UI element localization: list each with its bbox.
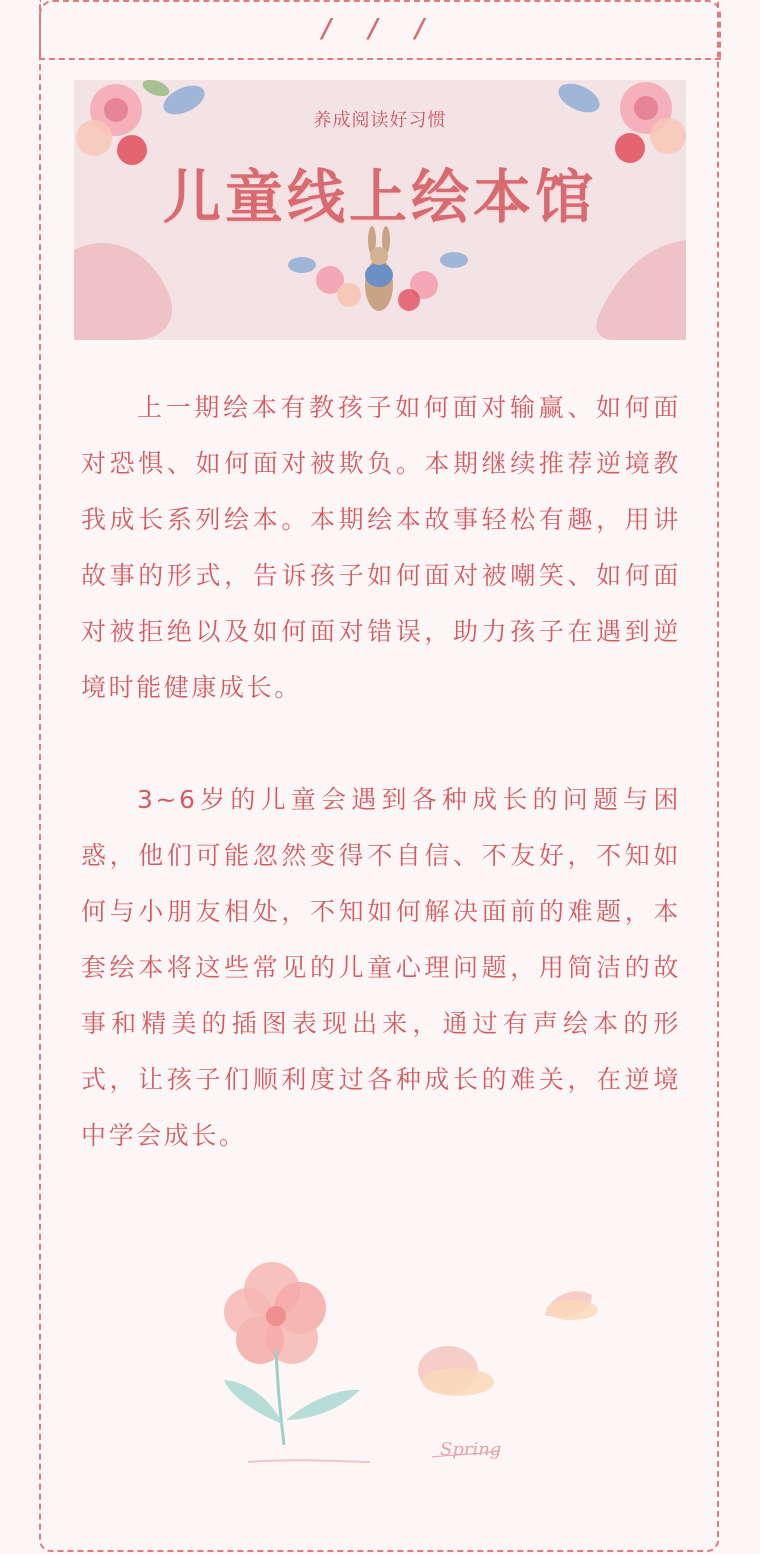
banner-subtitle: 养成阅读好习惯 [313,110,447,131]
banner-title: 儿童线上绘本馆 [162,163,597,231]
header-slashes: / / / [321,14,439,44]
signature-text: Spring [440,1439,502,1460]
article-paragraph-2: 3~6岁的儿童会遇到各种成长的问题与困惑，他们可能忽然变得不自信、不友好，不知如何与小朋友相处，不知如何解决面前的难题，本套绘本将这些常见的儿童心理问题，用简洁的故事和精美的插图表现出来，通过有声绘本的形式，让孩子们顺利度过各种成长的难关，在逆境中学会成长。 [81,785,681,1150]
flower-icon [224,1262,360,1445]
banner [74,80,686,340]
article-paragraph-1: 上一期绘本有教孩子如何面对输赢、如何面对恐惧、如何面对被欺负。本期继续推荐逆境教我成长系列绘本。本期绘本故事轻松有趣，用讲故事的形式，告诉孩子如何面对被嘲笑、如何面对被拒绝以及如何面对错误，助力孩子在遇到逆境时能健康成长。 [81,393,681,702]
flower-illustration [200,1250,620,1490]
petal-icon [418,1291,598,1396]
